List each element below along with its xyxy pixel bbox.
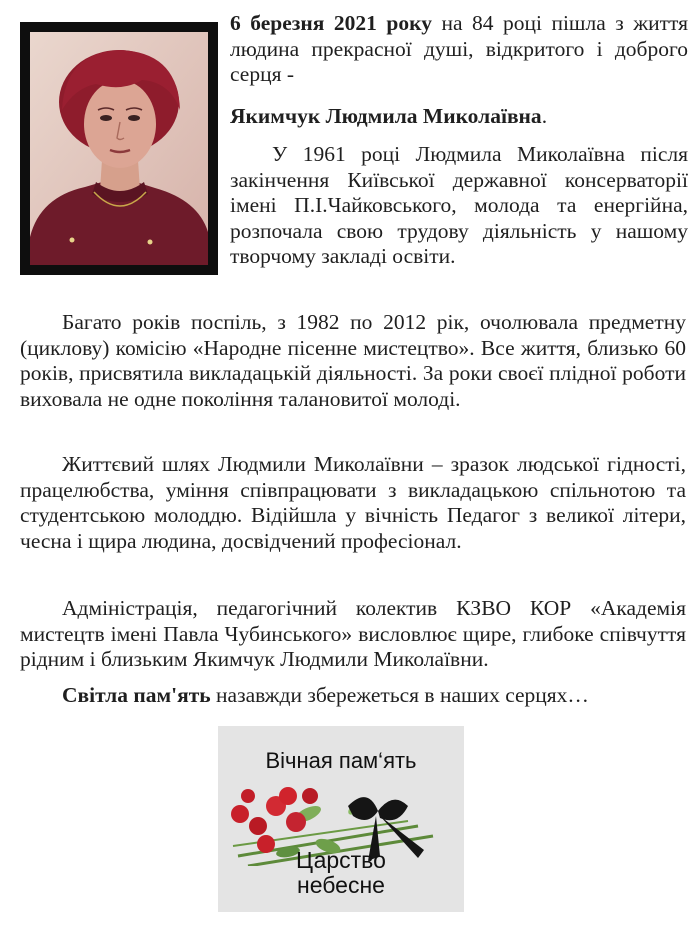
- memorial-card: [218, 726, 464, 912]
- paragraph-condolences: Адміністрація, педагогічний колектив КЗВО КОР «Академія мистецтв імені Павла Чубинського» висловлює щире, глибоке співчуття рідним і близьким Якимчук Людмили Миколаївни.: [20, 596, 686, 671]
- memorial-card-line2: Царство: [296, 847, 386, 873]
- memorial-card-line3: небесне: [297, 872, 385, 898]
- paragraph-life-path: Життєвий шлях Людмили Миколаївни – зразок людської гідності, працелюбства, уміння співпрацювати з викладацькою спільнотою та студентською молоддю. Відійшла у вічність Педагог з великої літери, чесна і щира людина, досвідчений професіонал.: [20, 452, 686, 553]
- memorial-card-title: Вічная пам‘ять: [265, 748, 417, 773]
- paragraph-commission: Багато років поспіль, з 1982 по 2012 рік, очолювала предметну (циклову) комісію «Народне пісенне мистецтво». Все життя, близько 60 років, присвятила викладацькій діяльності. За роки своєї плідної роботи виховала не одне покоління талановитої молоді.: [20, 310, 686, 411]
- name-line: [230, 104, 688, 130]
- closing-line: [62, 683, 700, 709]
- portrait-photo: [30, 32, 208, 265]
- intro-text: на 84 році пішла з життя людина прекрасної душі, відкритого і доброго серця -: [230, 11, 688, 86]
- memorial-card-subtitle: [218, 848, 464, 898]
- intro-paragraph: [230, 11, 688, 88]
- closing-text: назавжди збережеться в наших серцях…: [210, 683, 589, 707]
- portrait-photo-frame: [20, 22, 218, 275]
- deceased-name: Якимчук Людмила Миколаївна: [230, 104, 542, 128]
- death-date: 6 березня 2021 року: [230, 11, 432, 35]
- closing-bold: Світла пам'ять: [62, 683, 211, 707]
- paragraph-career-start: У 1961 році Людмила Миколаївна після закінчення Київської державної консерваторії імені П.І.Чайковського, молода та енергійна, розпочала свою трудову діяльність у нашому творчому закладі освіти.: [230, 142, 688, 268]
- name-punct: .: [541, 104, 548, 128]
